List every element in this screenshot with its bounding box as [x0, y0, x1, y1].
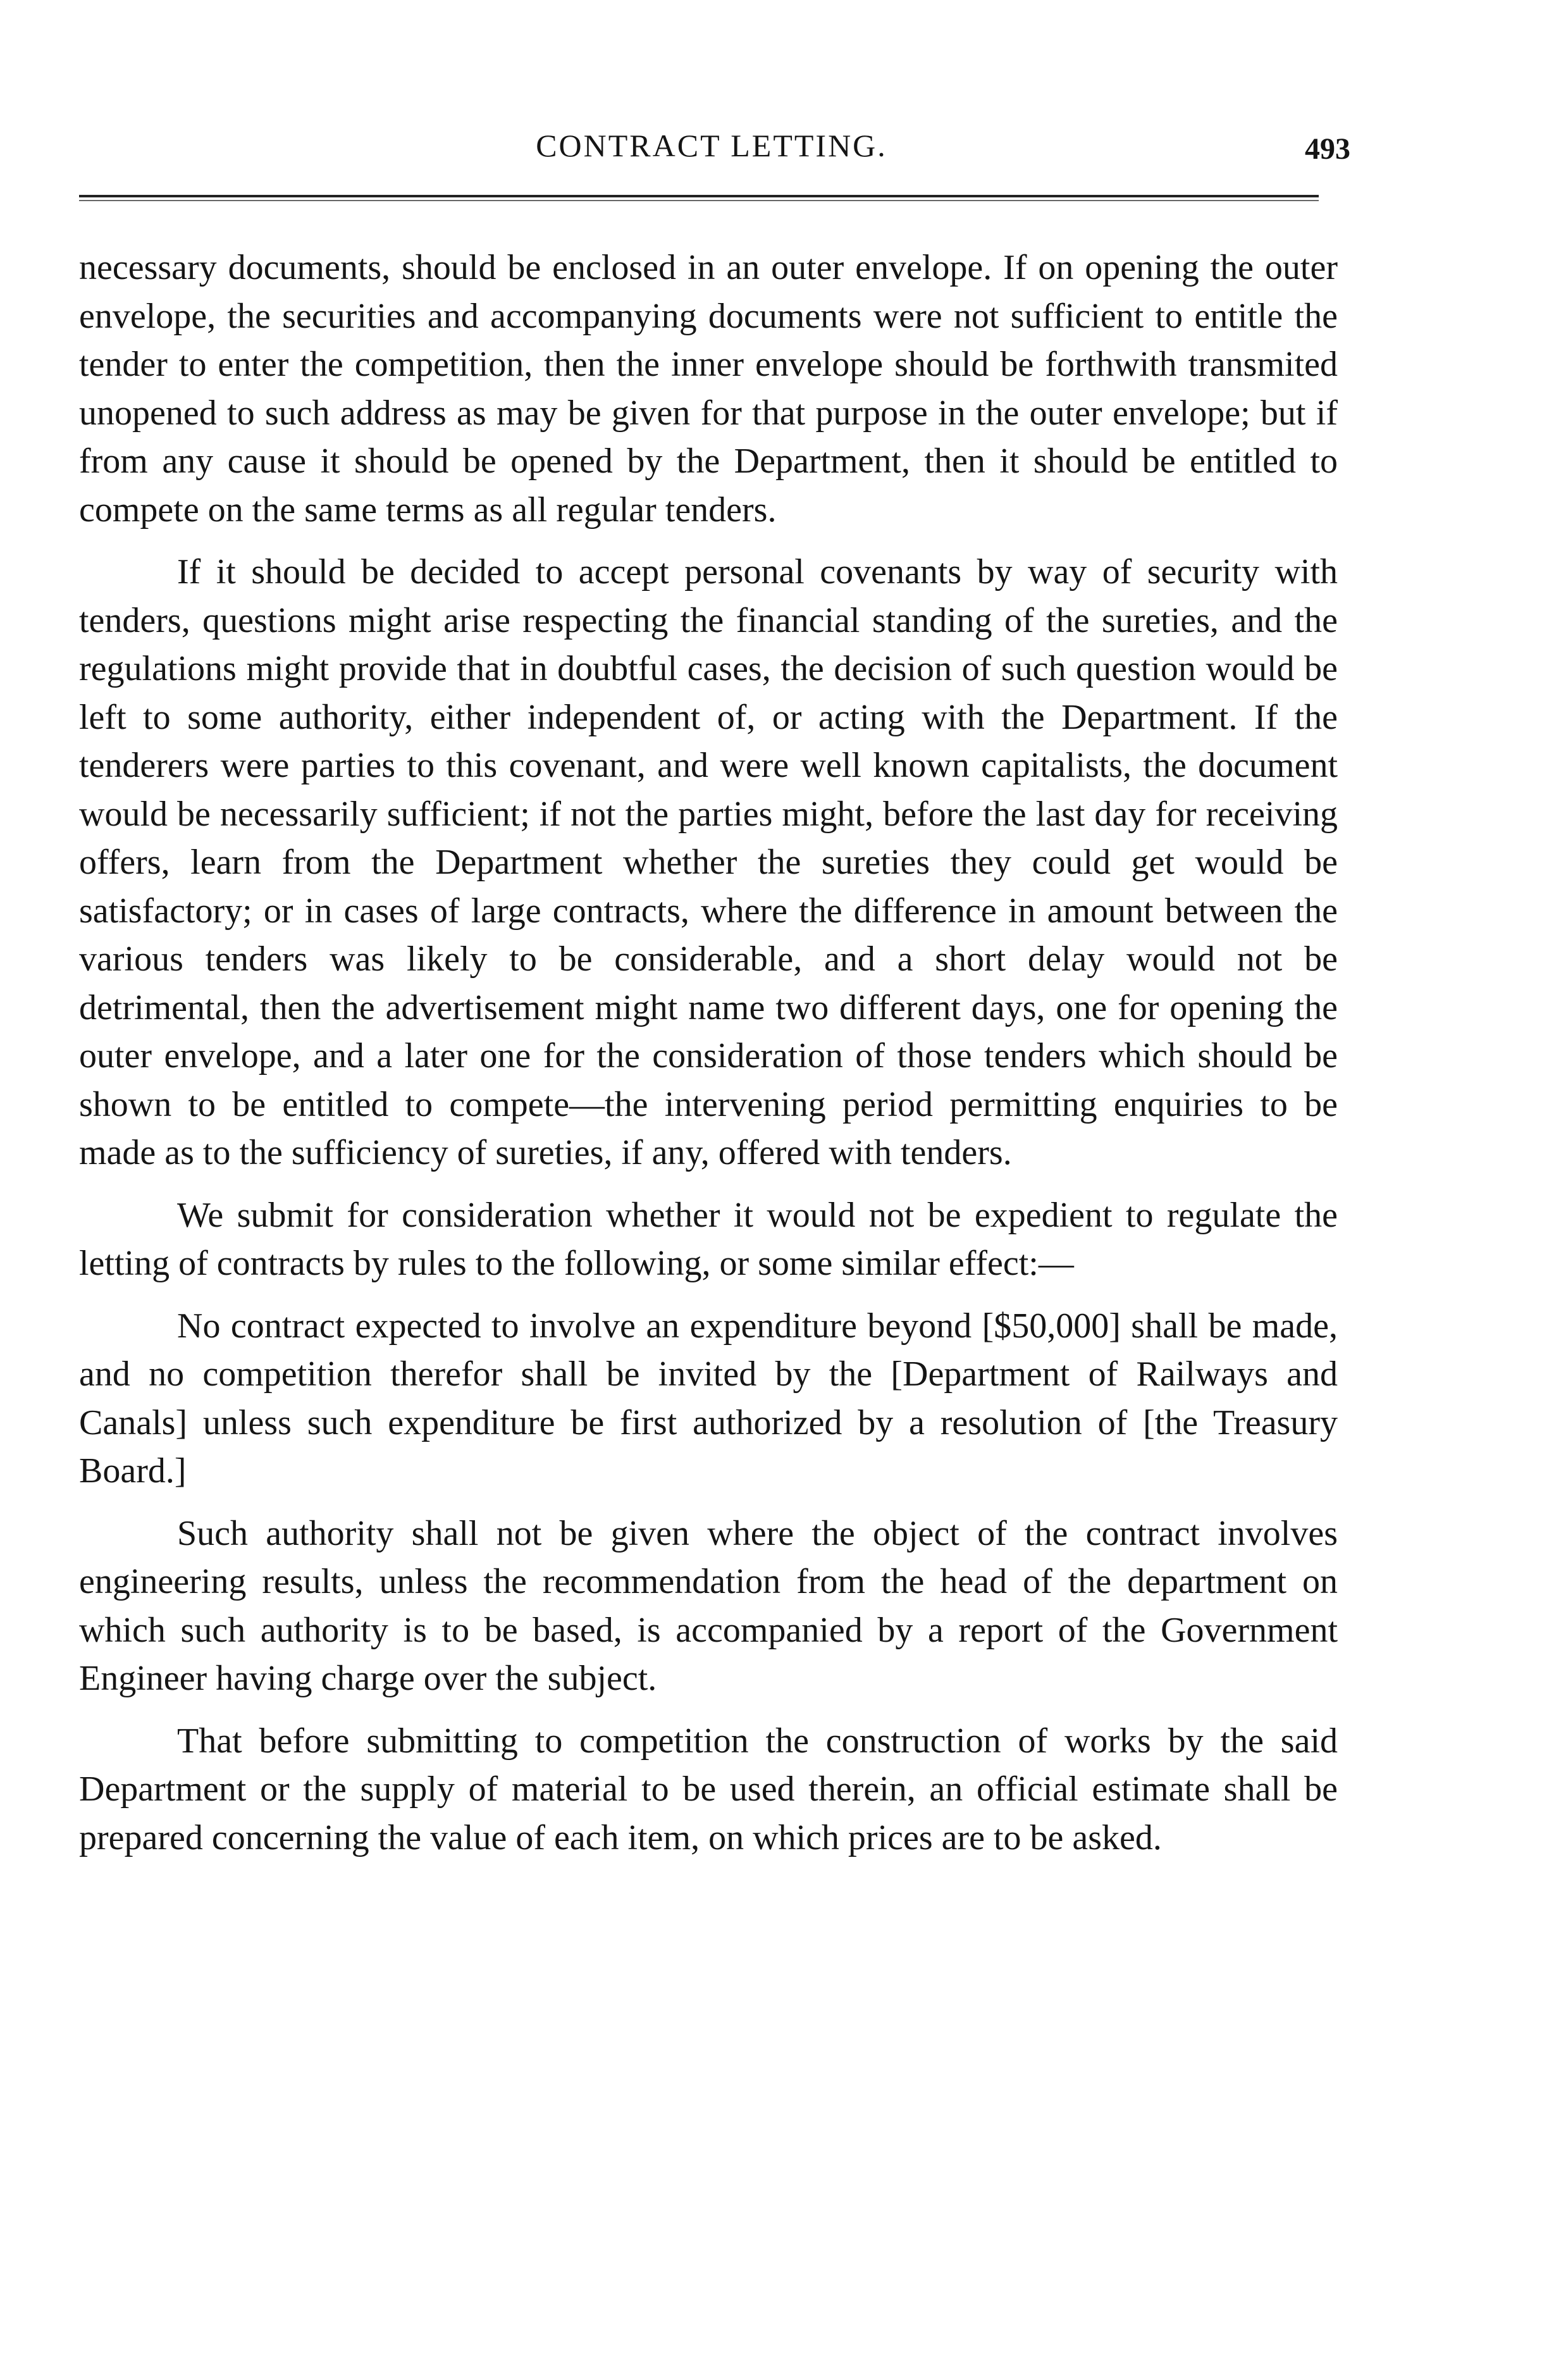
paragraph-2: If it should be decided to accept personal covenants by way of security with tenders, questions might arise respecting the financial standing of the sureties, and the regulations might provide that in doubtful cases, the decision of such question would be left to some authority, either independent of, or acting with the Department. If the tenderers were parties to this covenant, and were well known capitalists, the document would be necessarily sufficient; if not the parties might, before the last day for receiving offers, learn from the Department whether the sureties they could get would be satisfactory; or in cases of large contracts, where the difference in amount between the various tenders was likely to be considerable, and a short delay would not be detrimental, then the advertisement might name two different days, one for opening the outer envelope, and a later one for the consideration of those tenders which should be shown to be entitled to compete—the intervening period permitting enquiries to be made as to the sufficiency of sureties, if any, offered with tenders.	[79, 552, 1338, 1172]
page-number: 493	[1305, 132, 1350, 166]
running-head	[79, 127, 1350, 171]
header-rule	[79, 195, 1319, 197]
body-text	[79, 244, 1338, 1876]
running-title: CONTRACT LETTING.	[536, 128, 887, 163]
paragraph-5: Such authority shall not be given where the object of the contract involves engineering results, unless the recommendation from the head of the department on which such authority is to be based, is accompanied by a report of the Government Engineer having charge over the subject.	[79, 1513, 1338, 1698]
paragraph-4: No contract expected to involve an expenditure beyond [$50,000] shall be made, and no competition therefor shall be invited by the [Department of Railways and Canals] unless such expenditure be first authorized by a resolution of [the Treasury Board.]	[79, 1306, 1338, 1491]
header-rule-secondary	[79, 200, 1319, 201]
paragraph-1: necessary documents, should be enclosed in an outer envelope. If on opening the outer envelope, the securities and accompanying documents were not sufficient to entitle the tender to enter the competition, then the inner envelope should be forthwith transmited unopened to such address as may be given for that purpose in the outer envelope; but if from any cause it should be opened by the Department, then it should be entitled to compete on the same terms as all regular tenders.	[79, 248, 1338, 530]
paragraph-3: We submit for consideration whether it would not be expedient to regulate the letting of contracts by rules to the following, or some similar effect:—	[79, 1195, 1338, 1283]
paragraph-6: That before submitting to competition the construction of works by the said Department or the supply of material to be used therein, an official estimate shall be prepared concerning the value of each item, on which prices are to be asked.	[79, 1721, 1338, 1857]
